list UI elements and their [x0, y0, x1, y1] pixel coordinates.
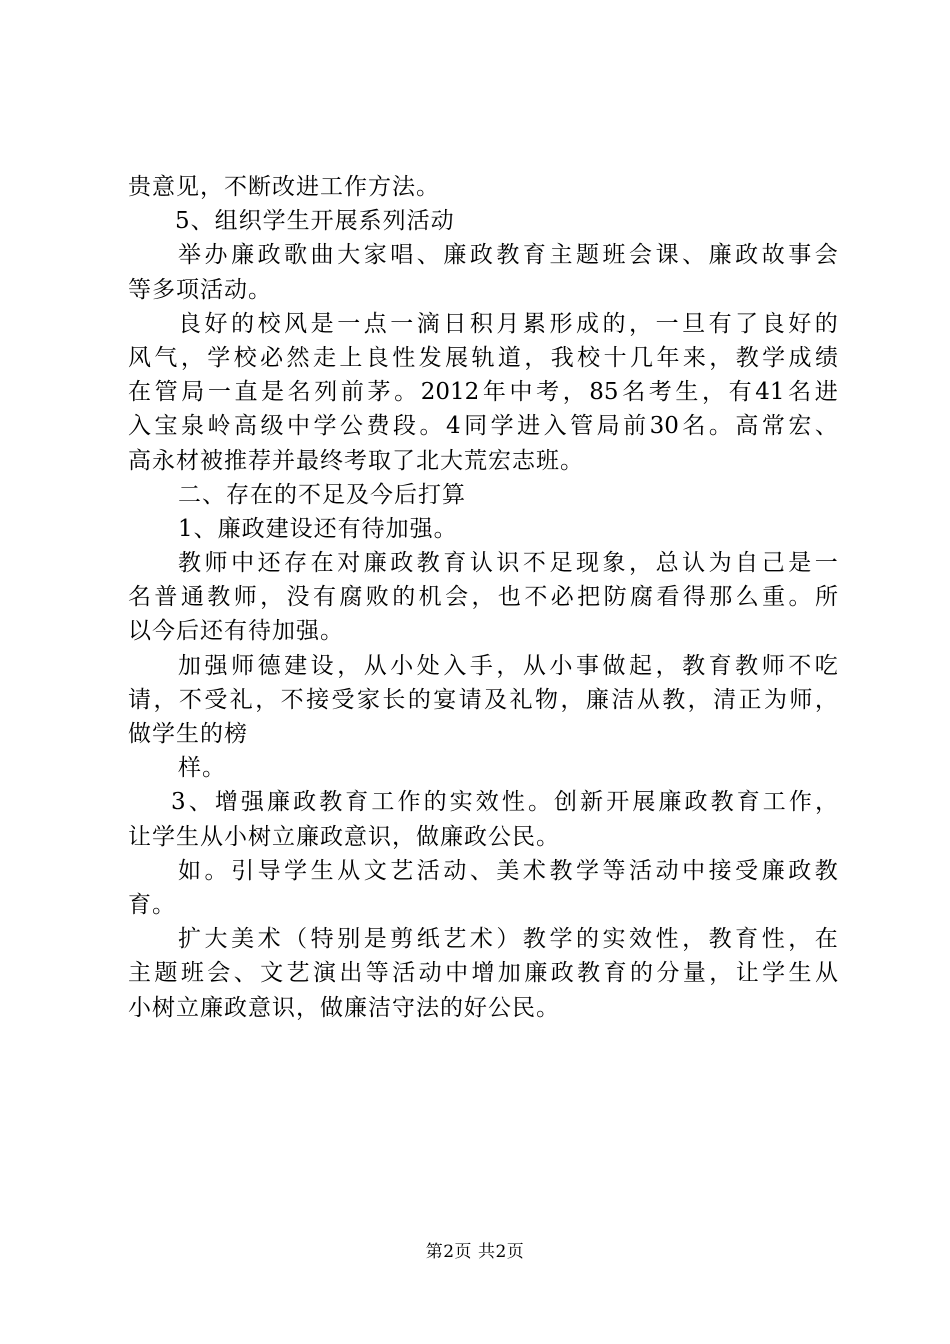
- text-line: 等多项活动。: [128, 276, 272, 303]
- text-line: 样。: [178, 755, 226, 782]
- section-heading: 二、存在的不足及今后打算: [178, 481, 466, 508]
- text-line: 小树立廉政意识，做廉洁守法的好公民。: [128, 994, 560, 1021]
- text-line: 做学生的榜: [128, 721, 248, 747]
- text-line: 入 宝 泉 岭 高 级 中 学 公 费 段 。 4 同 学 进 入 管 局 前 30 名 。 高 常 宏 、: [128, 413, 838, 440]
- text-line: 高永材被推荐并最终考取了北大荒宏志班。: [128, 447, 584, 474]
- text-line: 在 管 局 一 直 是 名 列 前 茅 。 2012 年 中 考 ， 85 名 考 生 ， 有 41 名 进: [128, 379, 838, 406]
- text-line: 扩 大 美 术 （ 特 别 是 剪 纸 艺 术 ） 教 学 的 实 效 性 ， 教 育 性 ， 在: [178, 926, 838, 953]
- text-line: 以今后还有待加强。: [128, 618, 344, 645]
- text-line: 加 强 师 德 建 设 ， 从 小 处 入 手 ， 从 小 事 做 起 ， 教 育 教 师 不 吃: [178, 652, 838, 679]
- text-line: 良 好 的 校 风 是 一 点 一 滴 日 积 月 累 形 成 的 ， 一 旦 有 了 良 好 的: [178, 310, 838, 337]
- text-line: 让学生从小树立廉政意识，做廉政公民。: [128, 823, 560, 850]
- text-line: 如 。 引 导 学 生 从 文 艺 活 动 、 美 术 教 学 等 活 动 中 接 受 廉 政 教: [178, 857, 838, 884]
- text-line: 名 普 通 教 师 ， 没 有 腐 败 的 机 会 ， 也 不 必 把 防 腐 看 得 那 么 重 。 所: [128, 584, 838, 611]
- text-line: 育。: [128, 891, 176, 918]
- page-number-footer: 第2页 共2页: [425, 1242, 525, 1262]
- text-line: 教 师 中 还 存 在 对 廉 政 教 育 认 识 不 足 现 象 ， 总 认 为 自 己 是 一: [178, 550, 838, 577]
- text-line: 请 ， 不 受 礼 ， 不 接 受 家 长 的 宴 请 及 礼 物 ， 廉 洁 从 教 ， 清 正 为 师 ，: [128, 686, 838, 713]
- document-body: [128, 170, 838, 1025]
- text-line: 贵意见，不断改进工作方法。: [128, 174, 440, 200]
- text-line: 3 、 增 强 廉 政 教 育 工 作 的 实 效 性 。 创 新 开 展 廉 政 教 育 工 作 ，: [171, 789, 838, 816]
- section-heading: 5、组织学生开展系列活动: [175, 208, 455, 235]
- text-line: 主 题 班 会 、 文 艺 演 出 等 活 动 中 增 加 廉 政 教 育 的 分 量 ， 让 学 生 从: [128, 960, 838, 987]
- text-line: 举 办 廉 政 歌 曲 大 家 唱 、 廉 政 教 育 主 题 班 会 课 、 廉 政 故 事 会: [178, 242, 838, 269]
- text-line: 风 气 ， 学 校 必 然 走 上 良 性 发 展 轨 道 ， 我 校 十 几 年 来 ， 教 学 成 绩: [128, 344, 838, 371]
- section-heading: 1、廉政建设还有待加强。: [178, 515, 458, 542]
